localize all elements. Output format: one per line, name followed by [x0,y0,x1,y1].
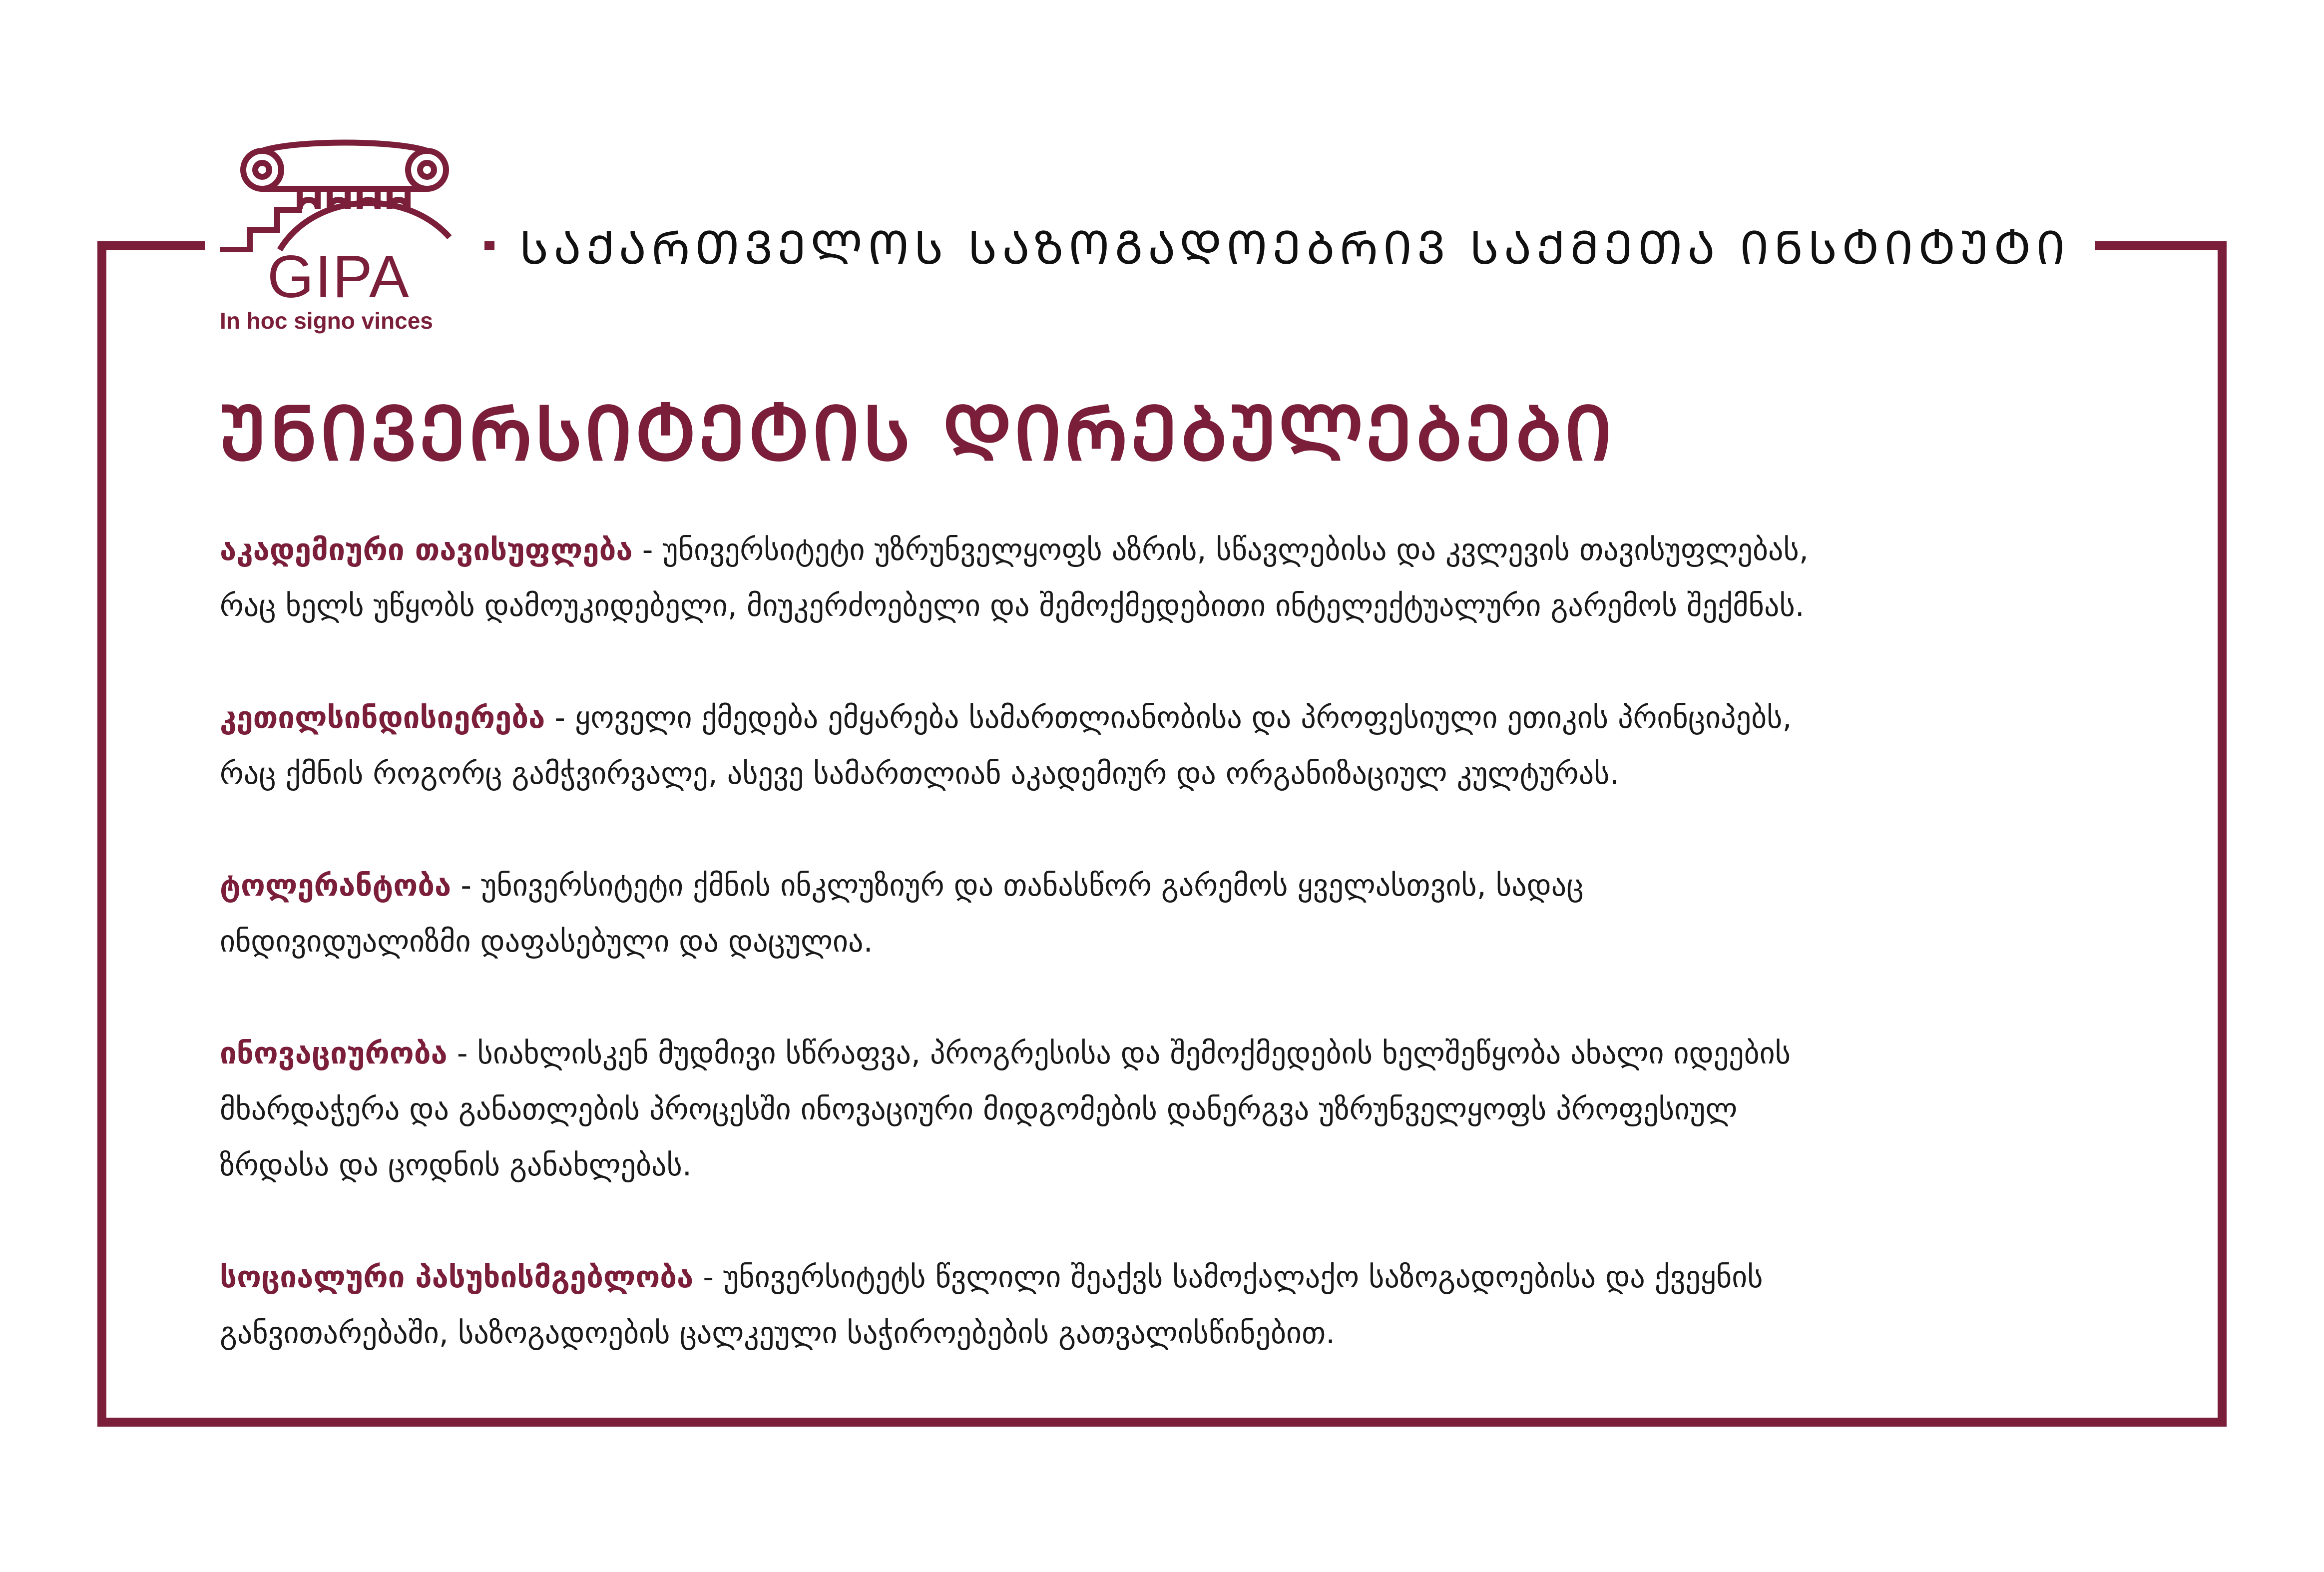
value-item [220,522,2168,634]
logo-motto: In hoc signo vinces [220,308,433,334]
value-term: აკადემიური თავისუფლება [220,532,633,567]
value-item [220,1249,2168,1361]
logo-wordmark: GIPA [267,243,410,310]
ionic-column-icon [215,132,474,252]
page-title: ᲣᲜᲘᲕᲔᲠᲡᲘᲢᲔᲢᲘᲡ ᲓᲘᲠᲔᲑᲣᲚᲔᲑᲔᲑᲘ [220,391,1615,478]
value-item [220,858,2168,970]
value-description: - უნივერსიტეტს წვლილი შეაქვს სამოქალაქო საზოგადოებისა და ქვეყნის განვითარებაში, საზოგადოების ცალკეული საჭიროებების გათვალისწინებით. [220,1260,1763,1351]
value-term: სოციალური პასუხისმგებლობა [220,1260,694,1295]
institute-name: ᲡᲐᲥᲐᲠᲗᲕᲔᲚᲝᲡ ᲡᲐᲖᲝᲒᲐᲓᲝᲔᲑᲠᲘᲕ ᲡᲐᲥᲛᲔᲗᲐ ᲘᲜᲡᲢᲘᲢᲣᲢᲘ [494,215,2095,277]
value-description: - ყოველი ქმედება ემყარება სამართლიანობისა და პროფესიული ეთიკის პრინციპებს, რაც ქმნის როგორც გამჭვირვალე, ასევე სამართლიან აკადემიურ და ორგანიზაციულ კულტურას. [220,700,1792,791]
value-description: - უნივერსიტეტი ქმნის ინკლუზიურ და თანასწორ გარემოს ყველასთვის, სადაც ინდივიდუალიზმი დაფასებული და დაცულია. [220,868,1584,959]
value-term: ინოვაციურობა [220,1036,448,1071]
value-term: კეთილსინდისიერება [220,700,545,735]
value-term: ტოლერანტობა [220,868,452,903]
gipa-logo [205,127,484,340]
value-item [220,690,2168,802]
value-description: - უნივერსიტეტი უზრუნველყოფს აზრის, სწავლებისა და კვლევის თავისუფლებას, რაც ხელს უწყობს დამოუკიდებელი, მიუკერძოებელი და შემოქმედებითი ინტელექტუალური გარემოს შექმნას. [220,532,1809,623]
values-list [220,522,2168,1417]
value-description: - სიახლისკენ მუდმივი სწრაფვა, პროგრესისა და შემოქმედების ხელშეწყობა ახალი იდეების მხარდაჭერა და განათლების პროცესში ინოვაციური მიდგომების დანერგვა უზრუნველყოფს პროფესიულ ზრდასა და ცოდნის განახლებას. [220,1036,1791,1183]
value-item [220,1026,2168,1193]
